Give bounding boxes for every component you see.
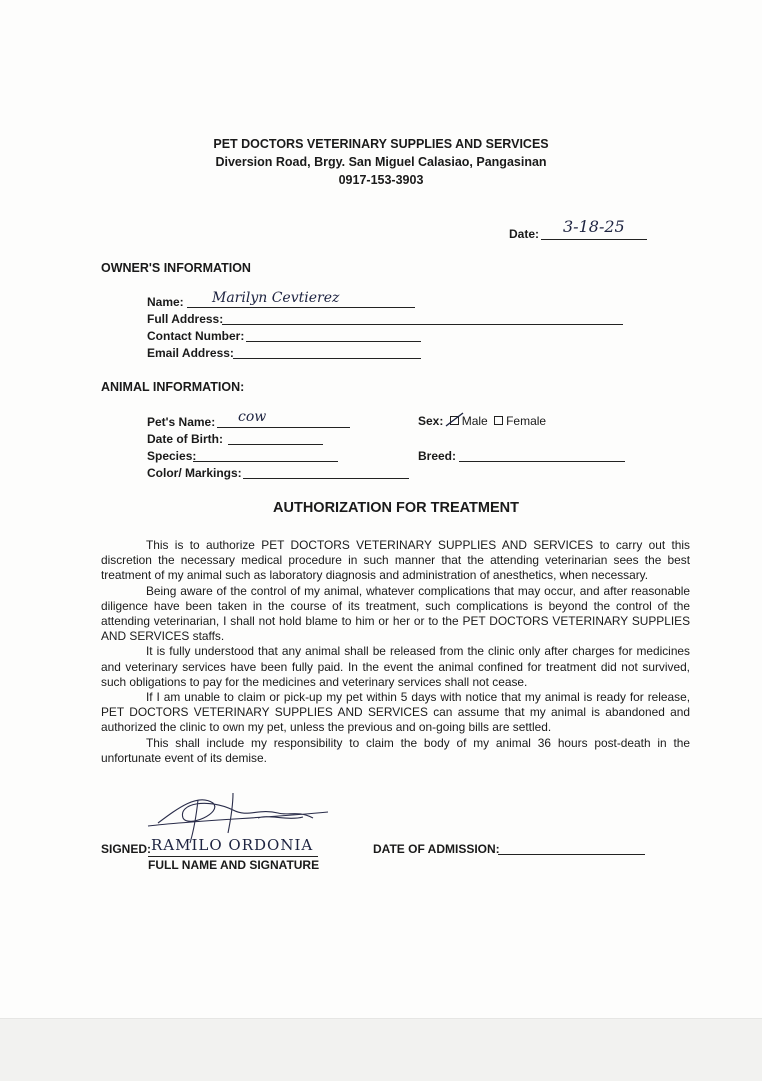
species-label: Species:	[147, 449, 197, 463]
authorization-paragraph-2: Being aware of the control of my animal, whatever complications that may occur, and after reasonable diligence have been taken in the course of its treatment, such complications is beyond the control of the attending veterinarian, I shall not hold blame to him or her or to the PET DOCTORS VETERINARY SUPPLIES AND SERVICES staffs.	[101, 583, 690, 644]
signature-caption: FULL NAME AND SIGNATURE	[148, 858, 320, 872]
date-line[interactable]	[541, 239, 647, 240]
color-markings-label: Color/ Markings:	[147, 466, 242, 480]
authorization-paragraph-4: If I am unable to claim or pick-up my pet within 5 days with notice that my animal is ready for release, PET DOCTORS VETERINARY SUPPLIES AND SERVICES can assume that my animal is abandoned and authorized the clinic to own my pet, unless the previous and on-going bills are settled.	[101, 690, 690, 735]
authorization-paragraph-3: It is fully understood that any animal shall be released from the clinic only after charges for medicines and veterinary services have been fully paid. In the event the animal confined for treatment did not survived, such obligations to pay for the medicines and veterinary services shall not cease.	[101, 644, 690, 689]
clinic-phone: 0917-153-3903	[338, 173, 424, 187]
owner-address-label: Full Address:	[147, 312, 224, 326]
breed-field[interactable]	[459, 461, 625, 462]
color-markings-field[interactable]	[243, 478, 409, 479]
paper-edge	[0, 1018, 762, 1081]
owner-name-label: Name:	[147, 295, 184, 309]
species-field[interactable]	[193, 461, 338, 462]
animal-section-heading: ANIMAL INFORMATION:	[101, 380, 245, 394]
sex-options	[418, 414, 546, 428]
owner-contact-field[interactable]	[246, 341, 421, 342]
owner-name-field[interactable]	[187, 307, 415, 308]
owner-section-heading: OWNER'S INFORMATION	[101, 261, 251, 275]
breed-label: Breed:	[418, 449, 457, 463]
pet-name-value: cow	[238, 409, 267, 425]
sex-female-checkbox[interactable]	[494, 416, 503, 425]
authorization-body	[101, 538, 690, 766]
sex-female-label: Female	[506, 414, 547, 428]
clinic-address: Diversion Road, Brgy. San Miguel Calasiao, Pangasinan	[215, 155, 547, 169]
dob-field[interactable]	[228, 444, 323, 445]
dob-label: Date of Birth:	[147, 432, 223, 446]
sex-male-checkbox[interactable]	[450, 416, 459, 425]
owner-email-label: Email Address:	[147, 346, 234, 360]
owner-email-field[interactable]	[233, 358, 421, 359]
admission-date-label: DATE OF ADMISSION:	[373, 842, 500, 856]
authorization-paragraph-1: This is to authorize PET DOCTORS VETERINARY SUPPLIES AND SERVICES to carry out this discretion the necessary medical procedure in such manner that the attending veterinarian sees the best treatment of my animal such as laboratory diagnosis and administration of anesthetics, when necessary.	[101, 538, 690, 583]
owner-name-value: Marilyn Cevtierez	[212, 290, 340, 306]
owner-contact-label: Contact Number:	[147, 329, 245, 343]
date-label: Date:	[509, 227, 540, 241]
admission-date-field[interactable]	[498, 854, 645, 855]
date-value: 3-18-25	[563, 217, 625, 236]
check-mark-icon	[445, 412, 465, 428]
authorization-paragraph-5: This shall include my responsibility to claim the body of my animal 36 hours post-death in the unfortunate event of its demise.	[101, 735, 690, 765]
clinic-name: PET DOCTORS VETERINARY SUPPLIES AND SERVICES	[213, 137, 549, 151]
owner-address-field[interactable]	[222, 324, 623, 325]
sex-male-label: Male	[461, 414, 488, 428]
sex-label: Sex:	[418, 414, 444, 428]
pet-name-label: Pet's Name:	[147, 415, 216, 429]
signature-line[interactable]	[148, 856, 318, 857]
signer-name: RAMILO ORDONIA	[151, 836, 314, 854]
pet-name-field[interactable]	[217, 427, 350, 428]
authorization-title: AUTHORIZATION FOR TREATMENT	[273, 500, 519, 516]
signed-label: SIGNED:	[101, 842, 152, 856]
